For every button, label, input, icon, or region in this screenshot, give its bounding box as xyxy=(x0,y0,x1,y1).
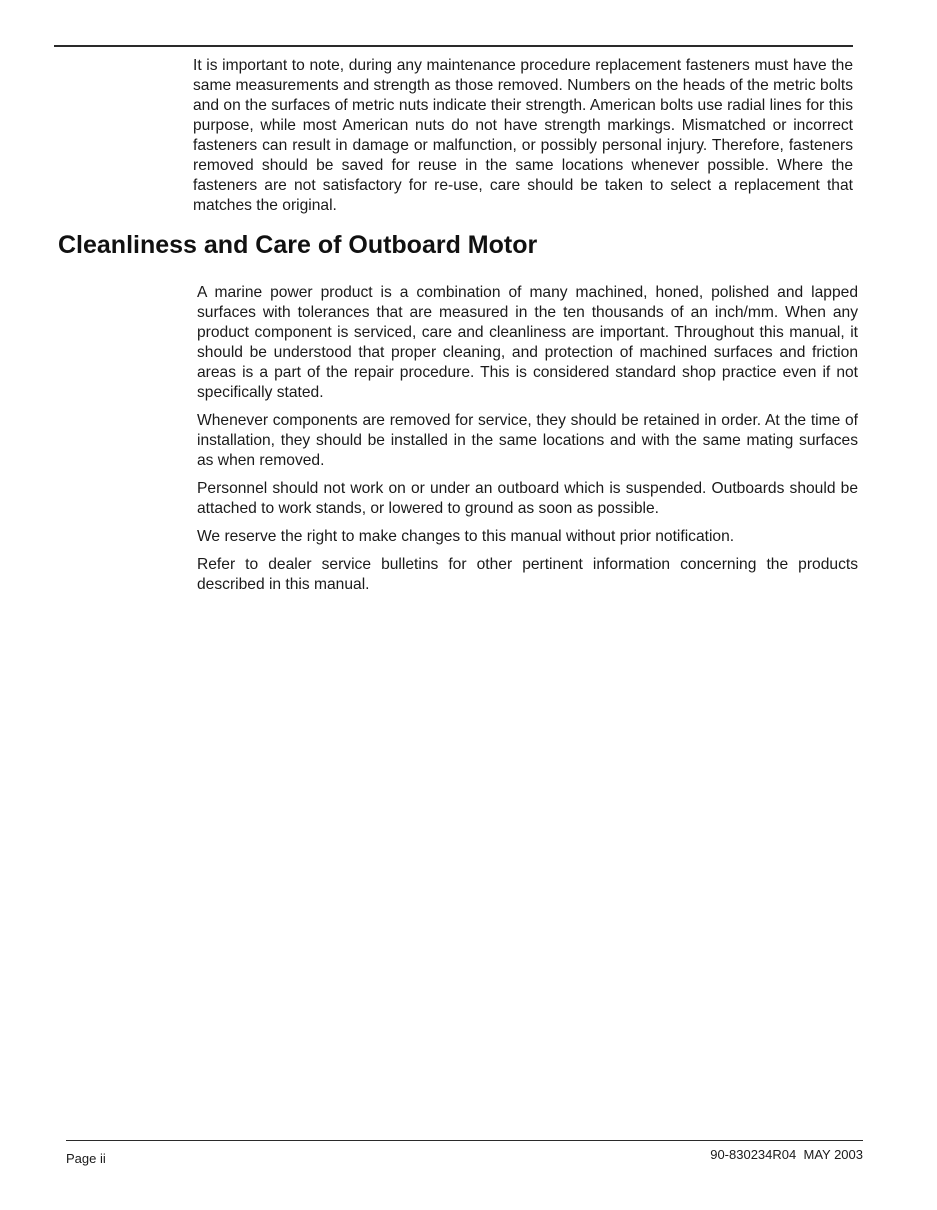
intro-paragraph: It is important to note, during any maintenance procedure replacement fasteners must have the same measurements and strength as those removed. Numbers on the heads of the metric bolts and on the surfaces of metric nuts indicate their strength. American bolts use radial lines for this purpose, while most American nuts do not have strength markings. Mismatched or incorrect fasteners can result in damage or malfunction, or possibly personal injury. Therefore, fasteners removed should be saved for reuse in the same locations whenever possible. Where the fasteners are not satisfactory for re-use, care should be taken to select a replacement that matches the original. xyxy=(193,57,853,214)
footer-date: MAY 2003 xyxy=(803,1147,863,1162)
footer-document-info xyxy=(710,1146,863,1164)
top-divider-rule xyxy=(54,45,853,47)
body-paragraph-cleanliness: A marine power product is a combination of many machined, honed, polished and lapped surfaces with tolerances that are measured in the ten thousands of an inch/mm. When any product component is serviced, care and cleanliness are important. Throughout this manual, it should be understood that proper cleaning, and protection of machined surfaces and friction areas is a part of the repair procedure. This is considered standard shop practice even if not specifically stated. xyxy=(197,284,858,401)
footer-doc-number: 90-830234R04 xyxy=(710,1147,797,1162)
body-paragraph-safety: Personnel should not work on or under an outboard which is suspended. Outboards should be attached to work stands, or lowered to ground as soon as possible. xyxy=(197,480,858,517)
section-body xyxy=(197,283,858,603)
section-heading: Cleanliness and Care of Outboard Motor xyxy=(58,231,538,259)
footer-page-number: Page ii xyxy=(66,1151,106,1166)
footer-divider-rule xyxy=(66,1140,863,1141)
body-paragraph-retain-order: Whenever components are removed for service, they should be retained in order. At the time of installation, they should be installed in the same locations and with the same mating surfaces as when removed. xyxy=(197,412,858,469)
body-paragraph-changes: We reserve the right to make changes to this manual without prior notification. xyxy=(197,528,735,545)
body-paragraph-bulletins: Refer to dealer service bulletins for other pertinent information concerning the products described in this manual. xyxy=(197,556,858,593)
